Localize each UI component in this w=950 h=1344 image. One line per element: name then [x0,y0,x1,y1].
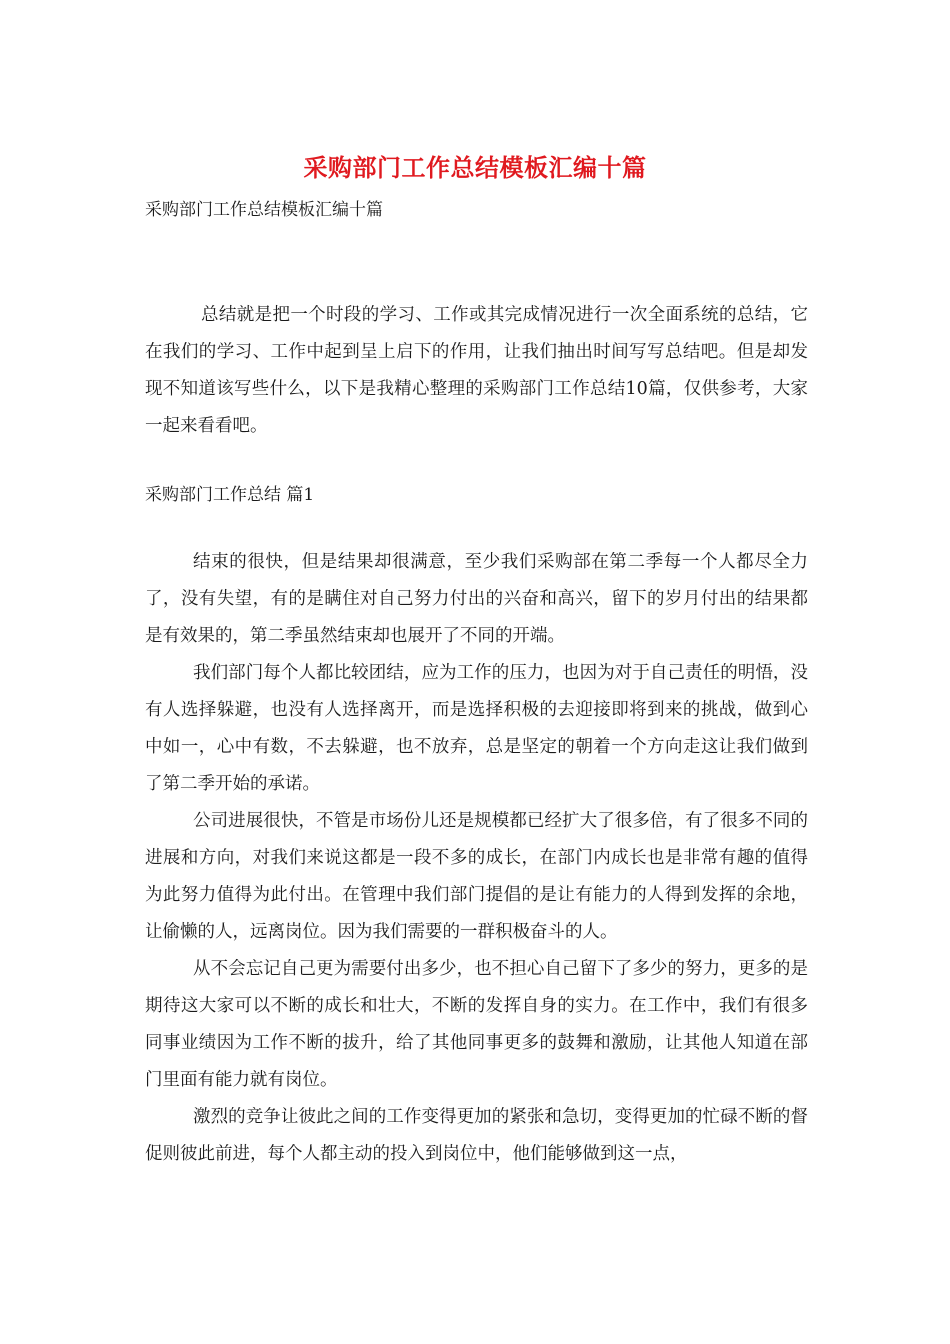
body-paragraph: 公司进展很快，不管是市场份儿还是规模都已经扩大了很多倍，有了很多不同的进展和方向，对我们来说这都是一段不多的成长，在部门内成长也是非常有趣的值得为此努力值得为此付出。在管理中我们部门提倡的是让有能力的人得到发挥的余地，让偷懒的人，远离岗位。因为我们需要的一群积极奋斗的人。 [145,811,808,942]
document-title: 采购部门工作总结模板汇编十篇 [303,153,647,182]
section-heading: 采购部门工作总结 篇1 [145,485,315,505]
section-body [145,544,808,1173]
body-paragraph: 从不会忘记自己更为需要付出多少，也不担心自己留下了多少的努力，更多的是期待这大家可以不断的成长和壮大，不断的发挥自身的实力。在工作中，我们有很多同事业绩因为工作不断的拔升，给了其他同事更多的鼓舞和激励，让其他人知道在部门里面有能力就有岗位。 [145,959,808,1090]
document-subtitle: 采购部门工作总结模板汇编十篇 [145,200,383,220]
body-paragraph: 我们部门每个人都比较团结，应为工作的压力，也因为对于自己责任的明悟，没有人选择躲避，也没有人选择离开，而是选择积极的去迎接即将到来的挑战，做到心中如一，心中有数，不去躲避，也不放弃，总是坚定的朝着一个方向走这让我们做到了第二季开始的承诺。 [145,663,808,794]
body-paragraph: 结束的很快，但是结果却很满意，至少我们采购部在第二季每一个人都尽全力了，没有失望，有的是瞒住对自己努力付出的兴奋和高兴，留下的岁月付出的结果都是有效果的，第二季虽然结束却也展开了不同的开端。 [145,552,808,646]
body-paragraph: 激烈的竞争让彼此之间的工作变得更加的紧张和急切，变得更加的忙碌不断的督促则彼此前进，每个人都主动的投入到岗位中，他们能够做到这一点， [145,1107,808,1164]
intro-section [145,297,808,445]
intro-paragraph: 总结就是把一个时段的学习、工作或其完成情况进行一次全面系统的总结，它在我们的学习、工作中起到呈上启下的作用，让我们抽出时间写写总结吧。但是却发现不知道该写些什么，以下是我精心整理的采购部门工作总结10篇，仅供参考，大家一起来看看吧。 [145,305,808,436]
